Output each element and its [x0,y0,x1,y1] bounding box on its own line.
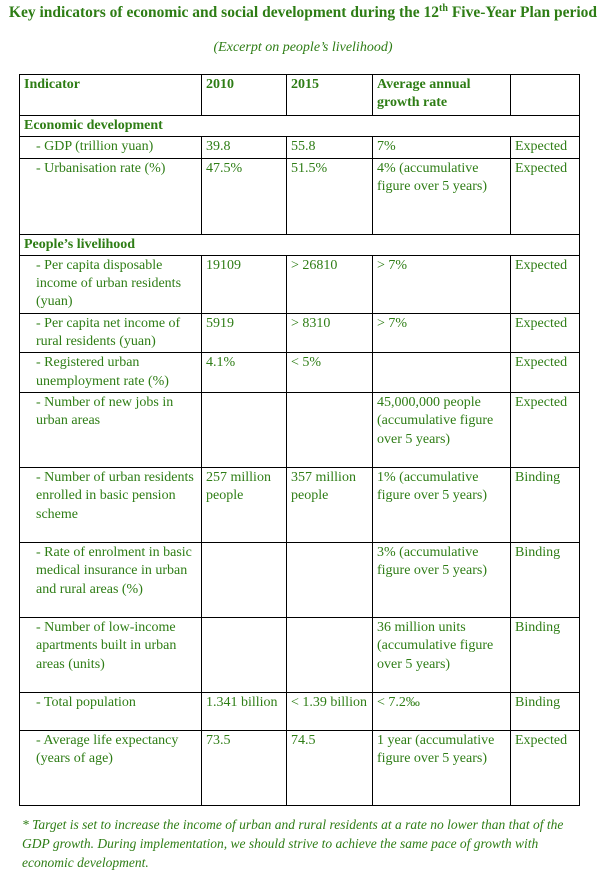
indicator-cell: - Per capita net income of rural residents (yuan) [20,313,202,353]
growth-rate-cell: 3% (accumulative figure over 5 years) [373,542,511,617]
column-header: Average annual growth rate [373,75,511,116]
table-row [20,692,580,730]
table-row [20,617,580,692]
value-2010-cell [202,542,287,617]
table-row [20,353,580,393]
value-2015-cell: < 5% [287,353,373,393]
table-row [20,542,580,617]
target-type-cell: Expected [511,392,580,467]
growth-rate-cell: 1 year (accumulative figure over 5 years) [373,730,511,805]
title-superscript: th [439,2,448,14]
page-subtitle: (Excerpt on people’s livelihood) [213,40,393,55]
target-type-cell: Expected [511,730,580,805]
page-title [0,3,606,22]
column-header [511,75,580,116]
table-row [20,158,580,234]
table-row [20,137,580,158]
value-2015-cell: 357 million people [287,467,373,542]
value-2010-cell [202,392,287,467]
table-row [20,313,580,353]
growth-rate-cell: 1% (accumulative figure over 5 years) [373,467,511,542]
value-2010-cell: 257 million people [202,467,287,542]
value-2015-cell: 74.5 [287,730,373,805]
growth-rate-cell: > 7% [373,255,511,313]
section-title: People’s livelihood [20,234,580,255]
value-2010-cell: 47.5% [202,158,287,234]
value-2010-cell: 4.1% [202,353,287,393]
target-type-cell: Expected [511,158,580,234]
footnote: * Target is set to increase the income of urban and rural residents at a rate no lower than that of the GDP growth. During implementation, we should strive to achieve the same pace of growth with economic development. [22,817,564,870]
target-type-cell: Binding [511,617,580,692]
value-2015-cell: < 1.39 billion [287,692,373,730]
value-2010-cell: 5919 [202,313,287,353]
growth-rate-cell: 45,000,000 people (accumulative figure over 5 years) [373,392,511,467]
target-type-cell: Expected [511,353,580,393]
target-type-cell: Binding [511,542,580,617]
value-2015-cell [287,617,373,692]
section-title: Economic development [20,116,580,137]
table-row [20,730,580,805]
target-type-cell: Expected [511,255,580,313]
indicator-cell: - Rate of enrolment in basic medical insurance in urban and rural areas (%) [20,542,202,617]
table-row [20,255,580,313]
value-2010-cell: 39.8 [202,137,287,158]
target-type-cell: Binding [511,692,580,730]
column-header: Indicator [20,75,202,116]
indicator-cell: - Number of urban residents enrolled in basic pension scheme [20,467,202,542]
growth-rate-cell [373,353,511,393]
value-2015-cell: 51.5% [287,158,373,234]
indicator-cell: - Total population [20,692,202,730]
growth-rate-cell: 7% [373,137,511,158]
title-text-end: Five-Year Plan period [447,4,598,21]
indicator-cell: - Average life expectancy (years of age) [20,730,202,805]
column-header: 2015 [287,75,373,116]
title-text: Key indicators of economic and social development during the 12 [8,4,440,21]
indicator-cell: - Urbanisation rate (%) [20,158,202,234]
indicator-cell: - Number of low-income apartments built in urban areas (units) [20,617,202,692]
indicator-cell: - Registered urban unemployment rate (%) [20,353,202,393]
section-row [20,116,580,137]
growth-rate-cell: 36 million units (accumulative figure over 5 years) [373,617,511,692]
value-2010-cell: 1.341 billion [202,692,287,730]
value-2015-cell: 55.8 [287,137,373,158]
indicator-cell: - GDP (trillion yuan) [20,137,202,158]
value-2015-cell [287,542,373,617]
table-row [20,467,580,542]
indicators-table [19,74,580,806]
value-2015-cell: > 26810 [287,255,373,313]
value-2010-cell: 19109 [202,255,287,313]
section-row [20,234,580,255]
value-2010-cell [202,617,287,692]
indicator-cell: - Number of new jobs in urban areas [20,392,202,467]
value-2015-cell [287,392,373,467]
value-2015-cell: > 8310 [287,313,373,353]
target-type-cell: Expected [511,313,580,353]
value-2010-cell: 73.5 [202,730,287,805]
growth-rate-cell: 4% (accumulative figure over 5 years) [373,158,511,234]
growth-rate-cell: < 7.2‰ [373,692,511,730]
column-header: 2010 [202,75,287,116]
target-type-cell: Expected [511,137,580,158]
table-header-row [20,75,580,116]
growth-rate-cell: > 7% [373,313,511,353]
table-row [20,392,580,467]
indicator-cell: - Per capita disposable income of urban residents (yuan) [20,255,202,313]
target-type-cell: Binding [511,467,580,542]
